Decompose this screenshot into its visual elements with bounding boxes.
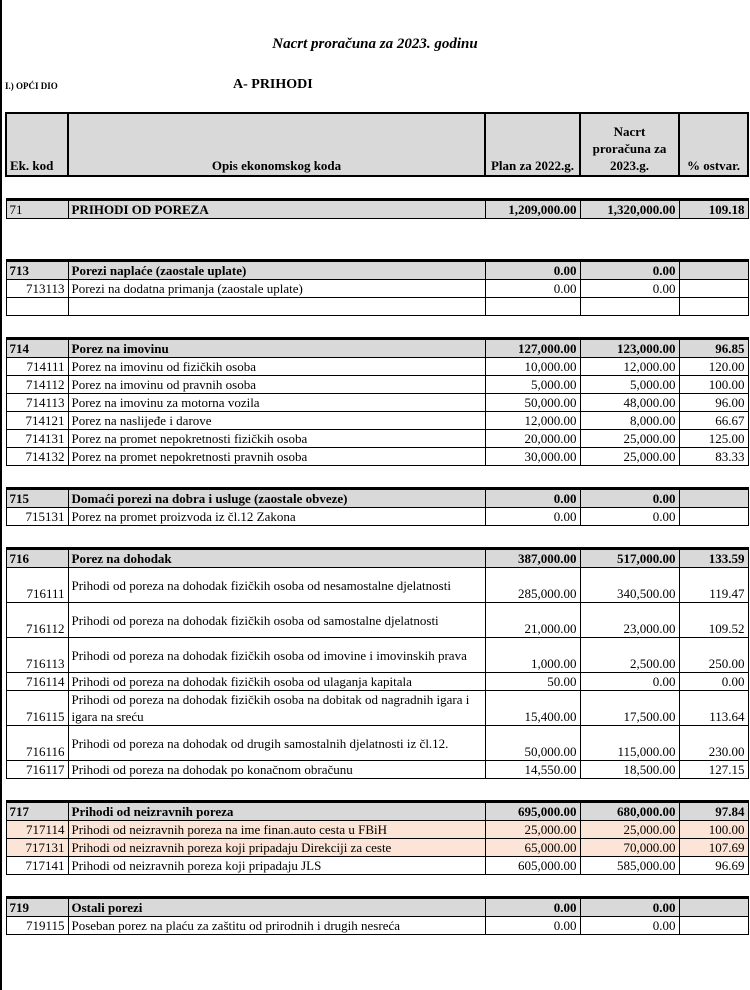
item-code: 716113 bbox=[6, 638, 68, 673]
item-name: Prihodi od neizravnih poreza koji pripadaju Direkciji za ceste bbox=[68, 839, 485, 857]
item-draft: 0.00 bbox=[580, 917, 679, 935]
item-plan: 10,000.00 bbox=[485, 358, 580, 376]
blank-row bbox=[6, 298, 748, 316]
item-plan: 0.00 bbox=[485, 917, 580, 935]
item-name: Porez na promet proizvoda iz čl.12 Zakona bbox=[68, 508, 485, 526]
item-code: 715131 bbox=[6, 508, 68, 526]
group-percent bbox=[679, 898, 748, 917]
spacer-row bbox=[6, 219, 748, 261]
table-row bbox=[6, 568, 748, 603]
blank-cell bbox=[580, 298, 679, 316]
item-draft: 25,000.00 bbox=[580, 430, 679, 448]
item-plan: 20,000.00 bbox=[485, 430, 580, 448]
table-body bbox=[6, 176, 748, 935]
group-plan: 387,000.00 bbox=[485, 549, 580, 568]
item-plan: 30,000.00 bbox=[485, 448, 580, 466]
item-plan: 21,000.00 bbox=[485, 603, 580, 638]
table-row bbox=[6, 638, 748, 673]
table-row bbox=[6, 394, 748, 412]
header-plan-2022: Plan za 2022.g. bbox=[485, 113, 580, 176]
group-row bbox=[6, 898, 748, 917]
group-plan: 0.00 bbox=[485, 261, 580, 280]
header-percent: % ostvar. bbox=[679, 113, 748, 176]
spacer-row bbox=[6, 466, 748, 489]
item-percent: 66.67 bbox=[679, 412, 748, 430]
item-plan: 12,000.00 bbox=[485, 412, 580, 430]
group-code: 713 bbox=[6, 261, 68, 280]
spacer-row bbox=[6, 316, 748, 339]
item-draft: 25,000.00 bbox=[580, 448, 679, 466]
item-percent bbox=[679, 917, 748, 935]
group-name: Porez na imovinu bbox=[68, 339, 485, 358]
table-row bbox=[6, 761, 748, 779]
item-name: Prihodi od poreza na dohodak fizičkih osoba od samostalne djelatnosti bbox=[68, 603, 485, 638]
item-name: Prihodi od poreza na dohodak fizičkih osoba na dobitak od nagradnih igara i igara na sreću bbox=[68, 691, 485, 726]
item-draft: 48,000.00 bbox=[580, 394, 679, 412]
item-code: 713113 bbox=[6, 280, 68, 298]
group-plan: 0.00 bbox=[485, 489, 580, 508]
group-draft: 0.00 bbox=[580, 489, 679, 508]
group-name: Domaći porezi na dobra i usluge (zaostale obveze) bbox=[68, 489, 485, 508]
item-code: 716115 bbox=[6, 691, 68, 726]
item-name: Prihodi od neizravnih poreza na ime finan.auto cesta u FBiH bbox=[68, 821, 485, 839]
group-plan: 695,000.00 bbox=[485, 802, 580, 821]
group-row bbox=[6, 339, 748, 358]
item-name: Poseban porez na plaću za zaštitu od prirodnih i drugih nesreća bbox=[68, 917, 485, 935]
item-percent: 125.00 bbox=[679, 430, 748, 448]
item-name: Prihodi od neizravnih poreza koji pripadaju JLS bbox=[68, 857, 485, 875]
table-row bbox=[6, 508, 748, 526]
table-row bbox=[6, 857, 748, 875]
item-name: Prihodi od poreza na dohodak fizičkih osoba od ulaganja kapitala bbox=[68, 673, 485, 691]
table-row bbox=[6, 726, 748, 761]
blank-cell bbox=[679, 298, 748, 316]
item-code: 717131 bbox=[6, 839, 68, 857]
item-draft: 70,000.00 bbox=[580, 839, 679, 857]
total-percent: 109.18 bbox=[679, 200, 748, 219]
spacer-row bbox=[6, 875, 748, 898]
total-code: 71 bbox=[6, 200, 68, 219]
item-code: 714112 bbox=[6, 376, 68, 394]
item-percent: 96.00 bbox=[679, 394, 748, 412]
item-percent: 230.00 bbox=[679, 726, 748, 761]
group-name: Prihodi od neizravnih poreza bbox=[68, 802, 485, 821]
item-draft: 0.00 bbox=[580, 673, 679, 691]
table-row bbox=[6, 603, 748, 638]
item-plan: 0.00 bbox=[485, 280, 580, 298]
group-code: 719 bbox=[6, 898, 68, 917]
item-code: 717141 bbox=[6, 857, 68, 875]
item-name: Porez na imovinu od pravnih osoba bbox=[68, 376, 485, 394]
item-draft: 18,500.00 bbox=[580, 761, 679, 779]
table-row bbox=[6, 673, 748, 691]
item-name: Porez na imovinu od fizičkih osoba bbox=[68, 358, 485, 376]
item-name: Porez na promet nepokretnosti fizičkih osoba bbox=[68, 430, 485, 448]
item-draft: 115,000.00 bbox=[580, 726, 679, 761]
item-percent: 100.00 bbox=[679, 376, 748, 394]
group-plan: 0.00 bbox=[485, 898, 580, 917]
item-plan: 0.00 bbox=[485, 508, 580, 526]
table-row bbox=[6, 412, 748, 430]
blank-cell bbox=[68, 298, 485, 316]
item-plan: 1,000.00 bbox=[485, 638, 580, 673]
item-code: 716111 bbox=[6, 568, 68, 603]
header-draft-2023: Nacrt proračuna za 2023.g. bbox=[580, 113, 679, 176]
blank-cell bbox=[485, 298, 580, 316]
item-code: 714111 bbox=[6, 358, 68, 376]
item-code: 714131 bbox=[6, 430, 68, 448]
item-code: 716117 bbox=[6, 761, 68, 779]
header-code: Ek. kod bbox=[6, 113, 68, 176]
item-name: Prihodi od poreza na dohodak po konačnom obračunu bbox=[68, 761, 485, 779]
group-draft: 0.00 bbox=[580, 261, 679, 280]
header-description: Opis ekonomskog koda bbox=[68, 113, 485, 176]
item-draft: 0.00 bbox=[580, 280, 679, 298]
item-plan: 605,000.00 bbox=[485, 857, 580, 875]
item-draft: 17,500.00 bbox=[580, 691, 679, 726]
item-code: 719115 bbox=[6, 917, 68, 935]
group-code: 716 bbox=[6, 549, 68, 568]
section-label: I.) OPĆI DIO bbox=[5, 81, 58, 91]
item-draft: 585,000.00 bbox=[580, 857, 679, 875]
table-row bbox=[6, 280, 748, 298]
item-percent: 0.00 bbox=[679, 673, 748, 691]
group-plan: 127,000.00 bbox=[485, 339, 580, 358]
group-code: 714 bbox=[6, 339, 68, 358]
item-percent: 127.15 bbox=[679, 761, 748, 779]
item-name: Prihodi od poreza na dohodak fizičkih osoba od imovine i imovinskih prava bbox=[68, 638, 485, 673]
group-draft: 517,000.00 bbox=[580, 549, 679, 568]
item-name: Prihodi od poreza na dohodak od drugih samostalnih djelatnosti iz čl.12. bbox=[68, 726, 485, 761]
item-plan: 285,000.00 bbox=[485, 568, 580, 603]
item-plan: 25,000.00 bbox=[485, 821, 580, 839]
item-code: 716112 bbox=[6, 603, 68, 638]
item-percent: 109.52 bbox=[679, 603, 748, 638]
item-draft: 12,000.00 bbox=[580, 358, 679, 376]
group-draft: 123,000.00 bbox=[580, 339, 679, 358]
group-percent: 133.59 bbox=[679, 549, 748, 568]
table-row bbox=[6, 821, 748, 839]
spacer-row bbox=[6, 176, 748, 200]
item-plan: 50,000.00 bbox=[485, 394, 580, 412]
item-percent: 96.69 bbox=[679, 857, 748, 875]
table-row bbox=[6, 358, 748, 376]
document-title: Nacrt proračuna za 2023. godinu bbox=[272, 36, 478, 52]
table-header-row bbox=[6, 113, 748, 176]
item-plan: 50.00 bbox=[485, 673, 580, 691]
item-code: 717114 bbox=[6, 821, 68, 839]
item-name: Porez na imovinu za motorna vozila bbox=[68, 394, 485, 412]
table-row bbox=[6, 448, 748, 466]
group-draft: 680,000.00 bbox=[580, 802, 679, 821]
table-row bbox=[6, 376, 748, 394]
item-name: Porez na promet nepokretnosti pravnih osoba bbox=[68, 448, 485, 466]
item-draft: 25,000.00 bbox=[580, 821, 679, 839]
item-percent: 250.00 bbox=[679, 638, 748, 673]
item-name: Porezi na dodatna primanja (zaostale uplate) bbox=[68, 280, 485, 298]
item-draft: 8,000.00 bbox=[580, 412, 679, 430]
table-row bbox=[6, 691, 748, 726]
group-row bbox=[6, 489, 748, 508]
spacer-row bbox=[6, 526, 748, 549]
item-plan: 50,000.00 bbox=[485, 726, 580, 761]
item-percent: 113.64 bbox=[679, 691, 748, 726]
item-percent: 107.69 bbox=[679, 839, 748, 857]
item-name: Porez na naslijeđe i darove bbox=[68, 412, 485, 430]
item-percent: 100.00 bbox=[679, 821, 748, 839]
item-plan: 15,400.00 bbox=[485, 691, 580, 726]
group-name: Ostali porezi bbox=[68, 898, 485, 917]
group-percent bbox=[679, 489, 748, 508]
budget-table bbox=[5, 112, 749, 935]
item-draft: 23,000.00 bbox=[580, 603, 679, 638]
page-left-border bbox=[0, 0, 2, 990]
group-row bbox=[6, 261, 748, 280]
item-draft: 2,500.00 bbox=[580, 638, 679, 673]
group-name: Porezi naplaće (zaostale uplate) bbox=[68, 261, 485, 280]
item-code: 716116 bbox=[6, 726, 68, 761]
item-code: 716114 bbox=[6, 673, 68, 691]
item-percent bbox=[679, 280, 748, 298]
table-row bbox=[6, 430, 748, 448]
item-draft: 5,000.00 bbox=[580, 376, 679, 394]
total-plan: 1,209,000.00 bbox=[485, 200, 580, 219]
item-percent: 83.33 bbox=[679, 448, 748, 466]
item-plan: 14,550.00 bbox=[485, 761, 580, 779]
table-row bbox=[6, 839, 748, 857]
item-draft: 0.00 bbox=[580, 508, 679, 526]
total-row bbox=[6, 200, 748, 219]
total-draft: 1,320,000.00 bbox=[580, 200, 679, 219]
item-plan: 5,000.00 bbox=[485, 376, 580, 394]
total-name: PRIHODI OD POREZA bbox=[68, 200, 485, 219]
item-code: 714121 bbox=[6, 412, 68, 430]
group-code: 717 bbox=[6, 802, 68, 821]
section-heading: A- PRIHODI bbox=[233, 77, 313, 92]
item-draft: 340,500.00 bbox=[580, 568, 679, 603]
group-percent: 96.85 bbox=[679, 339, 748, 358]
group-draft: 0.00 bbox=[580, 898, 679, 917]
group-percent: 97.84 bbox=[679, 802, 748, 821]
item-code: 714132 bbox=[6, 448, 68, 466]
item-name: Prihodi od poreza na dohodak fizičkih osoba od nesamostalne djelatnosti bbox=[68, 568, 485, 603]
group-percent bbox=[679, 261, 748, 280]
group-name: Porez na dohodak bbox=[68, 549, 485, 568]
group-row bbox=[6, 802, 748, 821]
item-percent: 119.47 bbox=[679, 568, 748, 603]
group-row bbox=[6, 549, 748, 568]
spacer-row bbox=[6, 779, 748, 802]
blank-cell bbox=[6, 298, 68, 316]
item-code: 714113 bbox=[6, 394, 68, 412]
table-row bbox=[6, 917, 748, 935]
item-plan: 65,000.00 bbox=[485, 839, 580, 857]
item-percent: 120.00 bbox=[679, 358, 748, 376]
item-percent bbox=[679, 508, 748, 526]
group-code: 715 bbox=[6, 489, 68, 508]
